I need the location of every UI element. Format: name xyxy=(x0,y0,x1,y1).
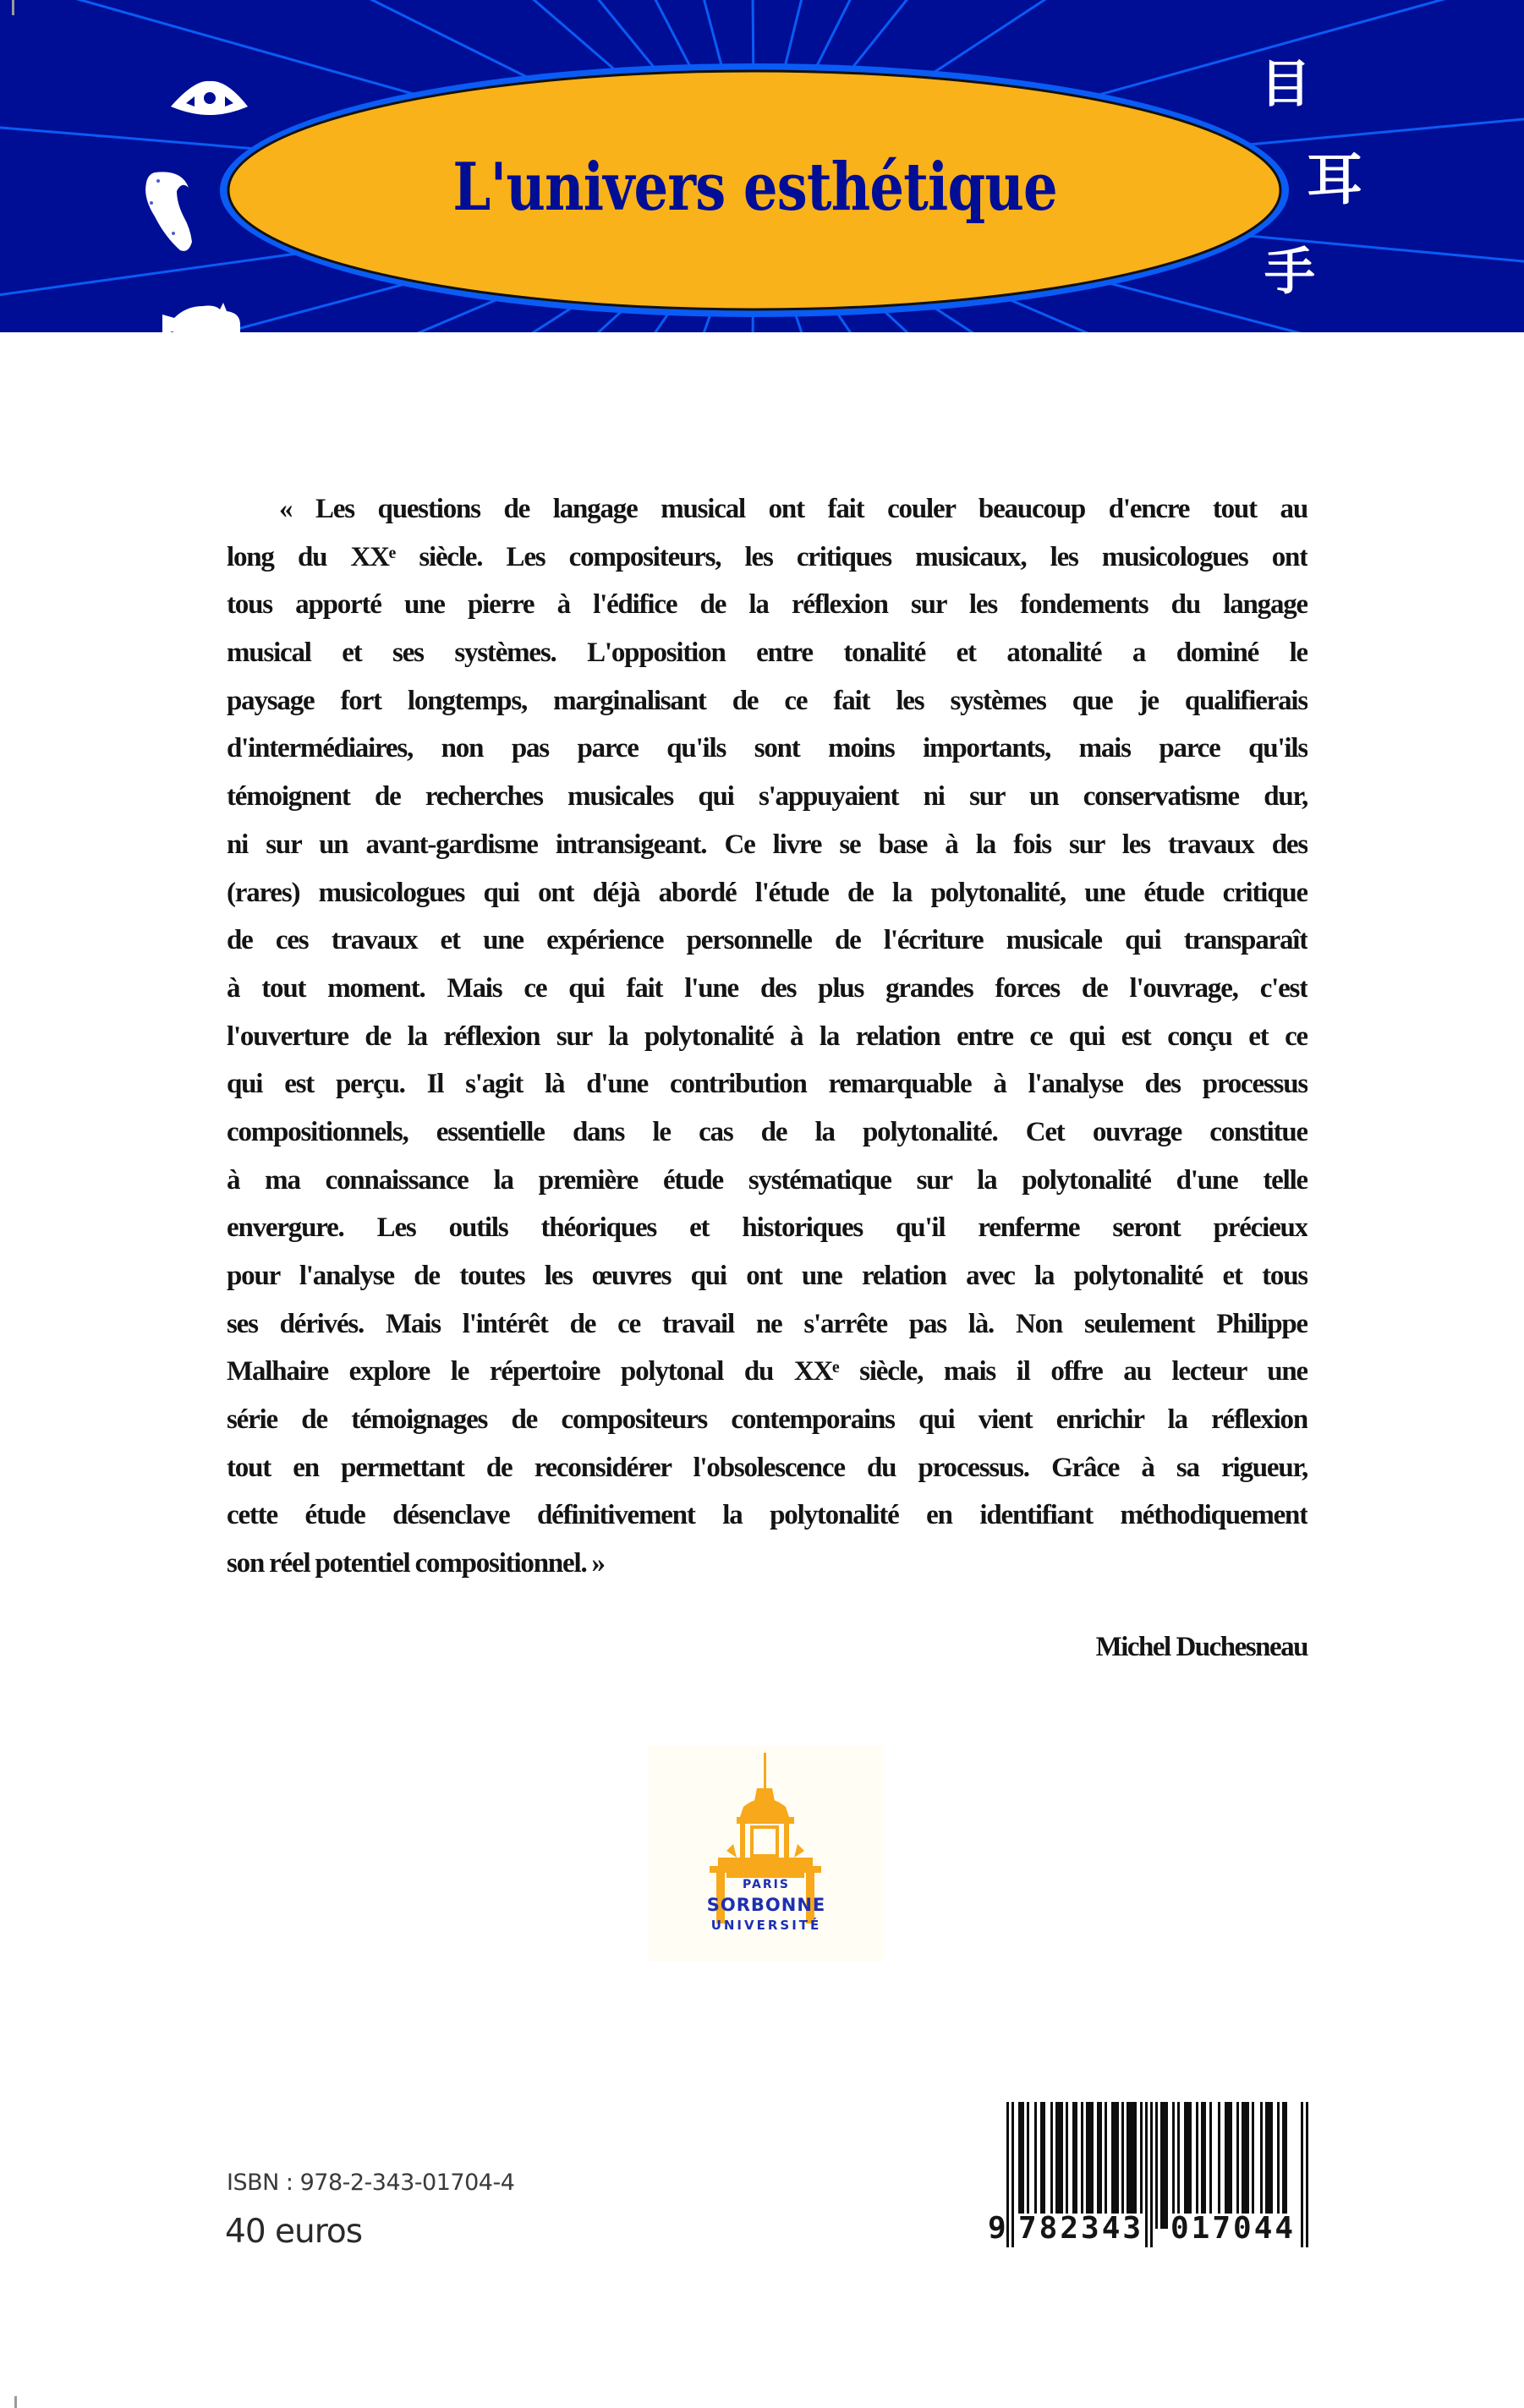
quote-line: tout en permettant de reconsidérer l'obsolescence du processus. Grâce à sa rigueur, xyxy=(227,1452,1307,1483)
quote-line: à ma connaissance la première étude systématique sur la polytonalité d'une telle xyxy=(227,1164,1307,1196)
barcode-right-digits: 017044 xyxy=(1170,2211,1296,2246)
series-title-text: L'univers esthétique xyxy=(452,148,1057,226)
series-banner xyxy=(0,0,1524,332)
crop-mark-top xyxy=(12,0,14,15)
quote-line: compositionnels, essentielle dans le cas de la polytonalité. Cet ouvrage constitue xyxy=(227,1116,1307,1147)
series-title xyxy=(228,72,1281,309)
cjk-ear-glyph: 耳 xyxy=(1307,147,1362,212)
quote-line: d'intermédiaires, non pas parce qu'ils sont moins importants, mais parce qu'ils xyxy=(227,733,1307,764)
price-label: 40 euros xyxy=(225,2213,363,2251)
crop-mark-bottom xyxy=(14,2396,17,2408)
isbn-label: ISBN : 978-2-343-01704-4 xyxy=(227,2170,515,2196)
ear-icon xyxy=(140,169,199,258)
quote-line: tous apporté une pierre à l'édifice de la réflexion sur les fondements du langage xyxy=(227,589,1307,621)
quote-line: de ces travaux et une expérience personnelle de l'écriture musicale qui transparaît xyxy=(227,925,1307,956)
cjk-eye-glyph: 目 xyxy=(1260,55,1311,114)
quote-line: qui est perçu. Il s'agit là d'une contribution remarquable à l'analyse des processus xyxy=(227,1069,1307,1100)
logo-line-paris: PARIS xyxy=(743,1878,790,1891)
quote-line: cette étude désenclave définitivement la polytonalité en identifiant méthodiquement xyxy=(227,1500,1307,1531)
barcode-left-digits: 782343 xyxy=(1018,2211,1144,2246)
ean-barcode xyxy=(981,2097,1319,2266)
quote-line: pour l'analyse de toutes les œuvres qui ont une relation avec la polytonalité et tous xyxy=(227,1261,1307,1291)
quote-line: l'ouverture de la réflexion sur la polytonalité à la relation entre ce qui est conçu et ce xyxy=(227,1021,1307,1052)
quote-line: à tout moment. Mais ce qui fait l'une des plus grandes forces de l'ouvrage, c'est xyxy=(227,972,1307,1004)
quote-line: son réel potentiel compositionnel. » xyxy=(227,1548,605,1579)
quote-line: (rares) musicologues qui ont déjà abordé l'étude de la polytonalité, une étude critique xyxy=(227,877,1307,908)
quote-line: paysage fort longtemps, marginalisant de ce fait les systèmes que je qualifierais xyxy=(227,685,1307,716)
quote-line: long du XXᵉ siècle. Les compositeurs, les critiques musicaux, les musicologues ont xyxy=(227,541,1307,572)
cjk-hand-glyph: 手 xyxy=(1264,243,1315,302)
quote-line: « Les questions de langage musical ont fait couler beaucoup d'encre tout au xyxy=(279,494,1307,524)
quote-line: témoignent de recherches musicales qui s'appuyaient ni sur un conservatisme dur, xyxy=(227,781,1307,813)
logo-line-universite: UNIVERSITÉ xyxy=(710,1918,822,1933)
quote-line: ni sur un avant-gardisme intransigeant. Ce livre se base à la fois sur les travaux des xyxy=(227,829,1307,860)
quote-line: musical et ses systèmes. L'opposition entre tonalité et atonalité a dominé le xyxy=(227,638,1307,669)
logo-line-sorbonne: SORBONNE xyxy=(706,1895,826,1915)
barcode-first-digit: 9 xyxy=(988,2211,1006,2246)
quote-line: ses dérivés. Mais l'intérêt de ce travail ne s'arrête pas là. Non seulement Philippe xyxy=(227,1308,1307,1339)
quote-line: envergure. Les outils théoriques et historiques qu'il renferme seront précieux xyxy=(227,1212,1307,1244)
quote-author: Michel Duchesneau xyxy=(1095,1632,1307,1662)
paris-sorbonne-logo xyxy=(649,1746,884,1962)
quote-line: Malhaire explore le répertoire polytonal du XXᵉ siècle, mais il offre au lecteur une xyxy=(227,1356,1307,1387)
quote-line: série de témoignages de compositeurs contemporains qui vient enrichir la réflexion xyxy=(227,1404,1307,1436)
back-cover-quote xyxy=(227,485,1307,1588)
